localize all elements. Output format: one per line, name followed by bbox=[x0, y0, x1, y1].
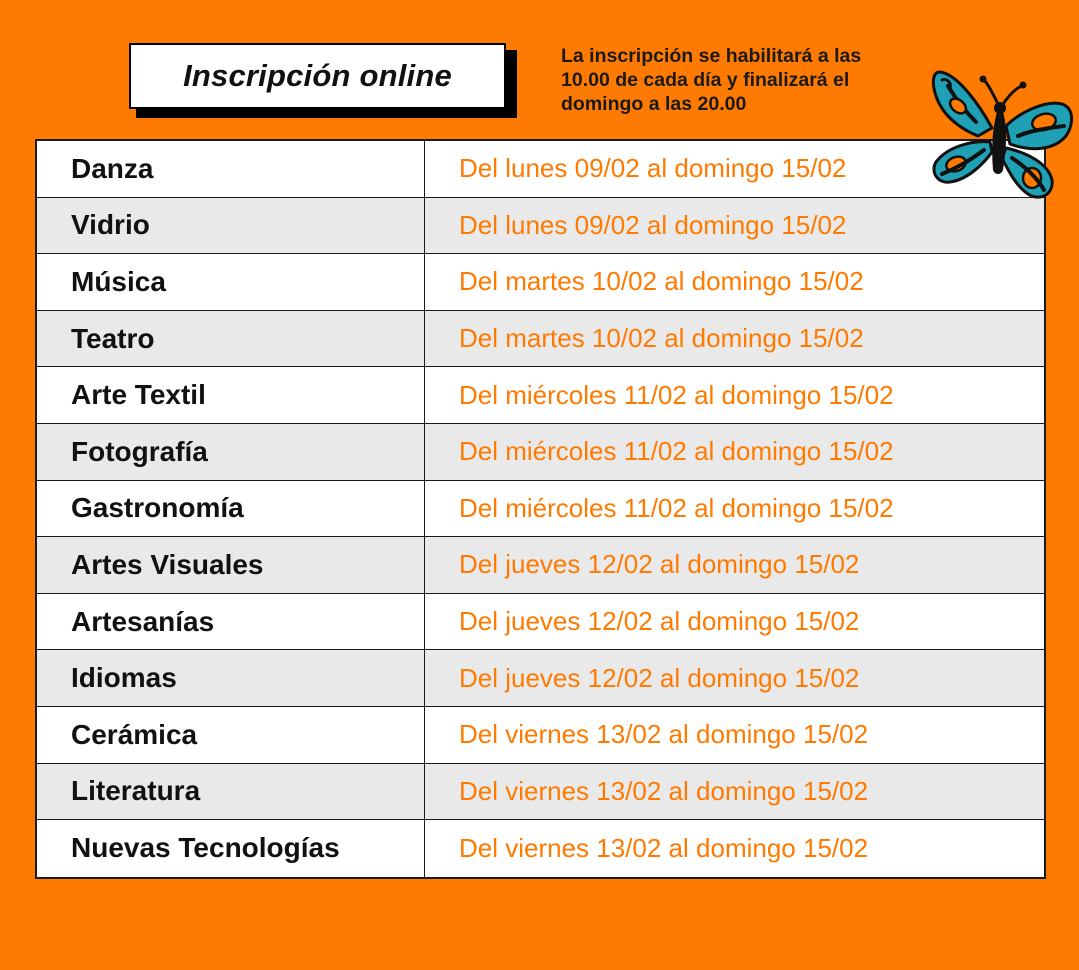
activity-dates: Del martes 10/02 al domingo 15/02 bbox=[459, 266, 864, 297]
activity-dates: Del jueves 12/02 al domingo 15/02 bbox=[459, 606, 860, 637]
table-row bbox=[37, 198, 1044, 255]
activity-dates: Del viernes 13/02 al domingo 15/02 bbox=[459, 719, 869, 750]
activity-name: Música bbox=[37, 254, 425, 310]
activity-name: Gastronomía bbox=[37, 481, 425, 537]
activity-dates: Del miércoles 11/02 al domingo 15/02 bbox=[459, 492, 894, 523]
activity-name: Arte Textil bbox=[37, 367, 425, 423]
table-row bbox=[37, 707, 1044, 764]
activity-dates: Del jueves 12/02 al domingo 15/02 bbox=[459, 662, 860, 693]
table-row bbox=[37, 481, 1044, 538]
activity-dates: Del miércoles 11/02 al domingo 15/02 bbox=[459, 436, 894, 467]
title-box bbox=[129, 43, 506, 109]
activity-dates: Del jueves 12/02 al domingo 15/02 bbox=[459, 549, 860, 580]
table-row bbox=[37, 424, 1044, 481]
activity-name: Vidrio bbox=[37, 198, 425, 254]
table-row bbox=[37, 311, 1044, 368]
activity-name: Cerámica bbox=[37, 707, 425, 763]
activity-dates: Del miércoles 11/02 al domingo 15/02 bbox=[459, 379, 894, 410]
table-row bbox=[37, 537, 1044, 594]
table-row bbox=[37, 650, 1044, 707]
activity-name: Nuevas Tecnologías bbox=[37, 820, 425, 877]
activity-dates: Del viernes 13/02 al domingo 15/02 bbox=[459, 832, 869, 863]
table-row bbox=[37, 594, 1044, 651]
activity-name: Idiomas bbox=[37, 650, 425, 706]
activity-dates: Del viernes 13/02 al domingo 15/02 bbox=[459, 775, 869, 806]
activity-dates: Del lunes 09/02 al domingo 15/02 bbox=[459, 153, 847, 184]
activity-name: Artesanías bbox=[37, 594, 425, 650]
table-row bbox=[37, 820, 1044, 877]
page-title: Inscripción online bbox=[183, 58, 452, 93]
activity-name: Teatro bbox=[37, 311, 425, 367]
table-row bbox=[37, 254, 1044, 311]
table-row bbox=[37, 367, 1044, 424]
registration-note: La inscripción se habilitará a las 10.00 de cada día y finalizará el domingo a las 20.00 bbox=[561, 45, 862, 115]
schedule-table bbox=[35, 139, 1046, 879]
activity-name: Literatura bbox=[37, 764, 425, 820]
table-row bbox=[37, 764, 1044, 821]
activity-name: Artes Visuales bbox=[37, 537, 425, 593]
activity-name: Danza bbox=[37, 141, 425, 197]
activity-dates: Del martes 10/02 al domingo 15/02 bbox=[459, 323, 864, 354]
activity-dates: Del lunes 09/02 al domingo 15/02 bbox=[459, 209, 847, 240]
table-row bbox=[37, 141, 1044, 198]
activity-name: Fotografía bbox=[37, 424, 425, 480]
butterfly-icon bbox=[928, 66, 1078, 208]
